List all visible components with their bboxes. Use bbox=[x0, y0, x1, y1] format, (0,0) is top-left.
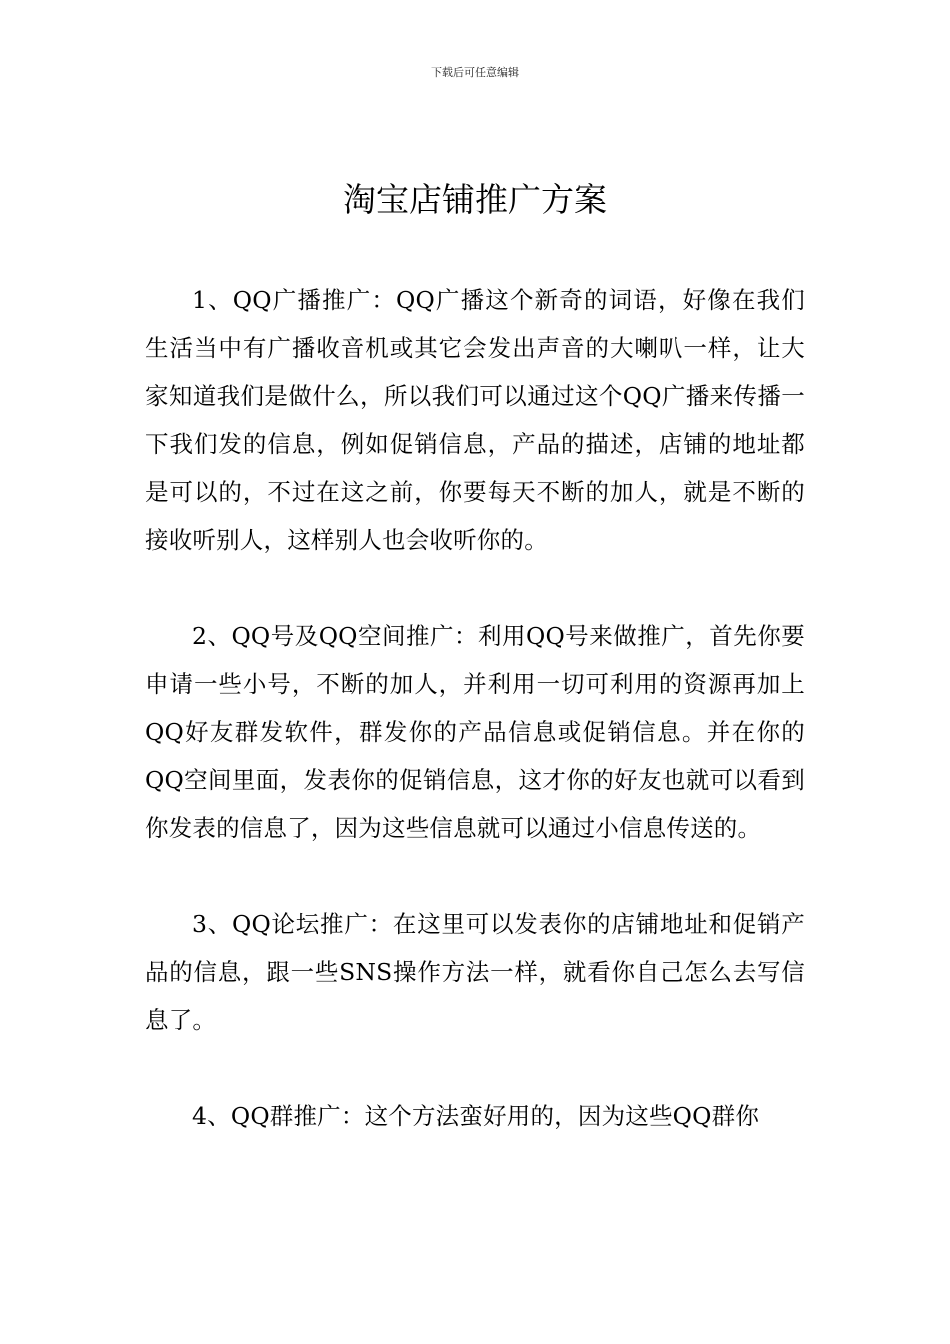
paragraph-qq-broadcast: 1、QQ广播推广：QQ广播这个新奇的词语，好像在我们生活当中有广播收音机或其它会发出声音的大喇叭一样，让大家知道我们是做什么，所以我们可以通过这个QQ广播来传播一下我们发的信息，例如促销信息，产品的描述，店铺的地址都是可以的，不过在这之前，你要每天不断的加人，就是不断的接收听别人，这样别人也会收听你的。 bbox=[145, 286, 805, 554]
document-body bbox=[145, 276, 805, 1140]
document-title: 淘宝店铺推广方案 bbox=[343, 180, 607, 219]
paragraph-qq-group: 4、QQ群推广：这个方法蛮好用的，因为这些QQ群你 bbox=[192, 1102, 760, 1130]
paragraph-qq-forum: 3、QQ论坛推广：在这里可以发表你的店铺地址和促销产品的信息，跟一些SNS操作方法一样，就看你自己怎么去写信息了。 bbox=[145, 910, 805, 1034]
paragraph-qq-number-space: 2、QQ号及QQ空间推广：利用QQ号来做推广，首先你要申请一些小号，不断的加人，并利用一切可利用的资源再加上QQ好友群发软件，群发你的产品信息或促销信息。并在你的QQ空间里面，发表你的促销信息，这才你的好友也就可以看到你发表的信息了，因为这些信息就可以通过小信息传送的。 bbox=[145, 622, 805, 842]
header-note: 下载后可任意编辑 bbox=[431, 66, 519, 79]
